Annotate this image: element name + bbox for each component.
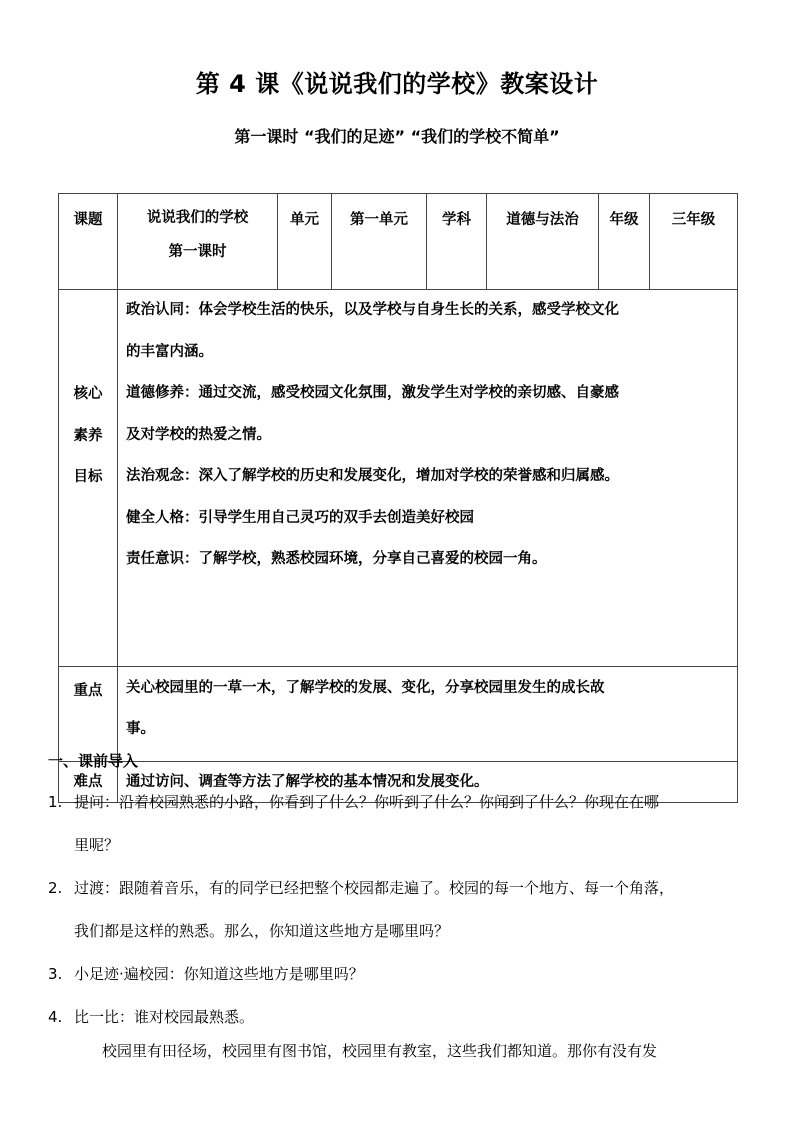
step-text: [74, 781, 758, 867]
topic-line-1: 说说我们的学校: [146, 210, 249, 226]
body-paragraph: 校园里有田径场，校园里有图书馆，校园里有教室，这些我们都知道。那你有没有发: [102, 1042, 658, 1060]
step-number: 3.: [48, 965, 63, 983]
key-points-row: [59, 667, 738, 762]
step-text: [74, 953, 758, 996]
core-goals-label: [59, 290, 118, 667]
step-number: 1.: [48, 793, 63, 811]
core-line-7: 责任意识：了解学校，熟悉校园环境，分享自己喜爱的校园一角。: [126, 551, 547, 567]
core-label-line-2: 素养: [73, 427, 103, 444]
list-item: [48, 781, 758, 867]
core-label-line-1: 核心: [73, 386, 103, 402]
lesson-plan-table: [58, 193, 738, 803]
list-item: [48, 867, 758, 953]
step-line: 里呢？: [74, 836, 120, 854]
step-list: [48, 781, 758, 1039]
subject-value: 道德与法治: [487, 194, 599, 290]
key-line-1: 关心校园里的一草一木，了解学校的发展、变化，分享校园里发生的成长故: [126, 680, 605, 696]
core-goals-content: [118, 290, 738, 667]
core-line-4: 及对学校的热爱之情。: [126, 426, 271, 443]
key-line-2: 事。: [126, 721, 155, 737]
topic-line-2: 第一课时: [168, 244, 227, 260]
table-header-row: [59, 194, 738, 290]
core-line-5: 法治观念：深入了解学校的历史和发展变化，增加对学校的荣誉感和归属感。: [126, 468, 619, 484]
core-label-line-3: 目标: [73, 469, 103, 485]
difficulty-content: 通过访问、调查等方法了解学校的基本情况和发展变化。: [118, 762, 738, 803]
unit-value: 第一单元: [332, 194, 427, 290]
subject-label: 学科: [427, 194, 487, 290]
core-line-1: 政治认同：体会学校生活的快乐，以及学校与自身生长的关系，感受学校文化: [126, 302, 619, 318]
unit-label: 单元: [278, 194, 332, 290]
list-item: [48, 953, 758, 996]
step-line: 提问：沿着校园熟悉的小路，你看到了什么？你听到了什么？你闻到了什么？你现在在哪: [74, 793, 660, 811]
step-line: 小足迹·遍校园：你知道这些地方是哪里吗？: [74, 965, 364, 983]
key-points-content: [118, 667, 738, 762]
step-line: 比一比：谁对校园最熟悉。: [74, 1008, 255, 1026]
step-line: 过渡：跟随着音乐，有的同学已经把整个校园都走遍了。校园的每一个地方、每一个角落，: [74, 879, 675, 897]
section-heading: 一、课前导入: [48, 752, 139, 770]
core-line-3: 道德修养：通过交流，感受校园文化氛围，激发学生对学校的亲切感、自豪感: [126, 385, 619, 401]
grade-label: 年级: [599, 194, 650, 290]
document-subtitle: 第一课时 “我们的足迹” “我们的学校不简单”: [234, 127, 560, 146]
topic-value: [118, 194, 278, 290]
step-number: 4.: [48, 1008, 63, 1026]
step-text: [74, 867, 758, 953]
core-goals-row: [59, 290, 738, 667]
key-points-label: 重点: [59, 667, 118, 762]
document-title: 第 4 课《说说我们的学校》教案设计: [195, 70, 599, 98]
core-line-6: 健全人格：引导学生用自己灵巧的双手去创造美好校园: [126, 509, 474, 526]
difficulty-label: 难点: [59, 762, 118, 803]
step-line: 我们都是这样的熟悉。那么，你知道这些地方是哪里吗？: [74, 922, 450, 940]
topic-label: 课题: [59, 194, 118, 290]
core-line-2: 的丰富内涵。: [126, 343, 213, 360]
grade-value: 三年级: [650, 194, 738, 290]
step-number: 2.: [48, 879, 63, 897]
